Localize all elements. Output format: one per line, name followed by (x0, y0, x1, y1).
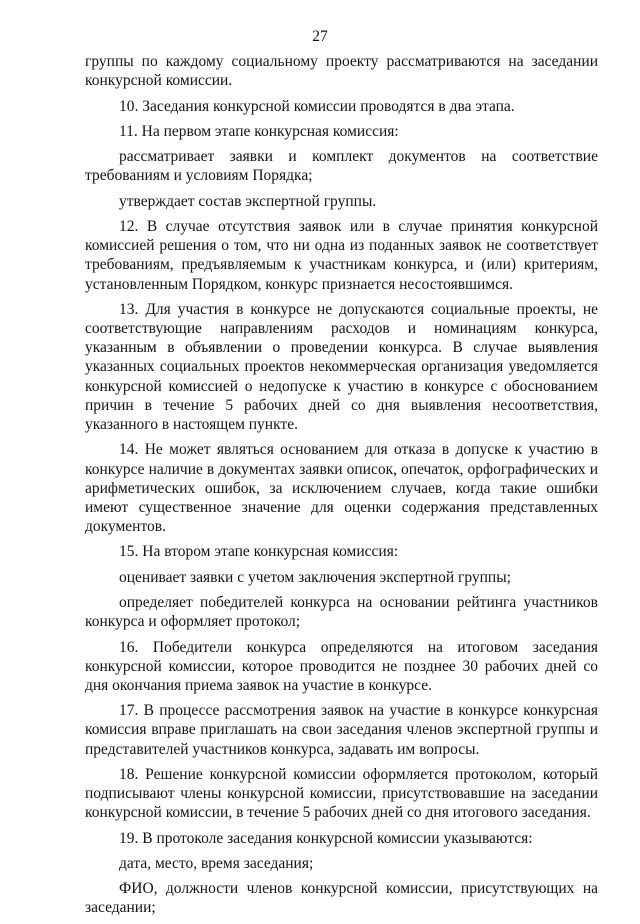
paragraph-19-item-2: ФИО, должности членов конкурсной комиссии, присутствующих на заседании; (85, 880, 598, 917)
page-body (85, 52, 598, 924)
paragraph-11-item-1: рассматривает заявки и комплект документов на соответствие требованиям и условиям Порядка; (85, 148, 598, 185)
paragraph-11-item-2: утверждает состав экспертной группы. (119, 192, 377, 210)
paragraph-continuation: группы по каждому социальному проекту рассматриваются на заседании конкурсной комиссии. (85, 53, 598, 90)
paragraph-19: 19. В протоколе заседания конкурсной комиссии указываются: (119, 829, 533, 847)
paragraph-17: 17. В процессе рассмотрения заявок на участие в конкурсе конкурсная комиссия вправе приглашать на свои заседания членов экспертной группы и представителей участников конкурса, задавать им вопросы. (85, 702, 598, 758)
paragraph-15: 15. На втором этапе конкурсная комиссия: (119, 543, 399, 561)
paragraph-15-item-2: определяет победителей конкурса на основании рейтинга участников конкурса и оформляет протокол; (85, 594, 598, 631)
paragraph-12: 12. В случае отсутствия заявок или в случае принятия конкурсной комиссией решения о том, что ни одна из поданных заявок не соответствует требованиям, предъявляемым к участникам конкурса, и (или) критериям, установленным Порядком, конкурс признается несостоявшимся. (85, 217, 598, 293)
paragraph-10: 10. Заседания конкурсной комиссии проводятся в два этапа. (119, 97, 515, 115)
page-number: 27 (312, 28, 328, 45)
paragraph-18: 18. Решение конкурсной комиссии оформляется протоколом, который подписывают члены конкурсной комиссии, присутствовавшие на заседании конкурсной комиссии, в течение 5 рабочих дней со дня итогового заседания. (85, 765, 598, 822)
paragraph-11: 11. На первом этапе конкурсная комиссия: (119, 122, 399, 140)
paragraph-13: 13. Для участия в конкурсе не допускаются социальные проекты, не соответствующие направлениям расходов и номинациям конкурса, указанным в объявлении о проведении конкурса. В случае выявления указанных социальных проектов некоммерческая организация уведомляется конкурсной комиссией о недопуске к участию в конкурсе с обоснованием причин в течение 5 рабочих дней со дня выявления несоответствия, указанного в настоящем пункте. (85, 300, 598, 434)
paragraph-19-item-1: дата, место, время заседания; (119, 854, 314, 872)
paragraph-15-item-1: оценивает заявки с учетом заключения экспертной группы; (119, 568, 511, 586)
paragraph-16: 16. Победители конкурса определяются на итоговом заседания конкурсной комиссии, которое проводится не позднее 30 рабочих дней со дня окончания приема заявок на участие в конкурсе. (85, 638, 598, 694)
paragraph-14: 14. Не может являться основанием для отказа в допуске к участию в конкурсе наличие в документах заявки описок, опечаток, орфографических и арифметических ошибок, за исключением случаев, когда такие ошибки имеют существенное значение для оценки содержания представленных документов. (85, 441, 598, 536)
